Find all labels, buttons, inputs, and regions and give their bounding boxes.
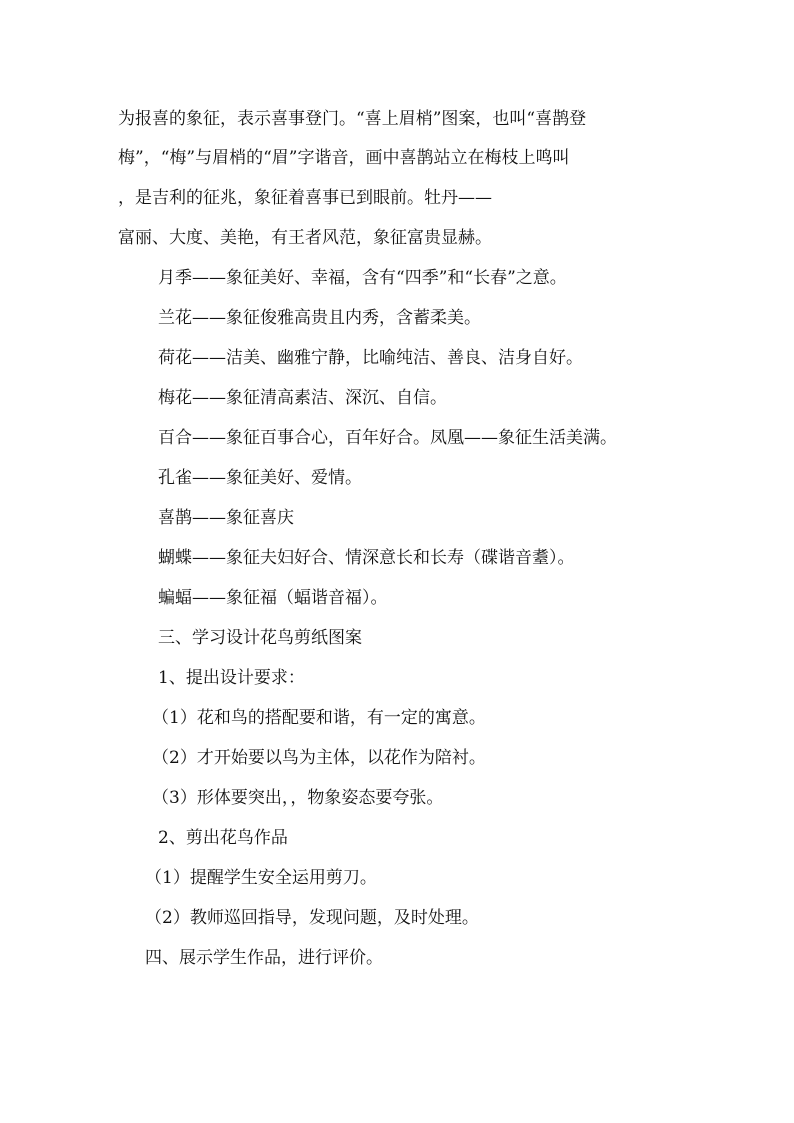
text-line-20: （1）提醒学生安全运用剪刀。 [145, 868, 377, 888]
text-line-21: （2）教师巡回指导，发现问题，及时处理。 [145, 908, 479, 928]
section-heading-3: 三、学习设计花鸟剪纸图案 [158, 628, 362, 648]
text-line-4: 富丽、大度、美艳，有王者风范，象征富贵显赫。 [118, 228, 492, 248]
text-line-13: 蝙蝠——象征福（蝠谐音福）。 [158, 588, 388, 608]
text-line-19: 2、剪出花鸟作品 [158, 828, 288, 848]
text-line-15: 1、提出设计要求： [158, 668, 305, 688]
text-line-7: 荷花——洁美、幽雅宁静，比喻纯洁、善良、洁身自好。 [158, 348, 583, 368]
text-line-5: 月季——象征美好、幸福，含有“四季”和“长春”之意。 [158, 268, 567, 288]
text-line-2: 梅”，“梅”与眉梢的“眉”字谐音，画中喜鹊站立在梅枝上鸣叫 [118, 148, 570, 168]
text-line-11: 喜鹊——象征喜庆 [158, 508, 294, 528]
text-line-10: 孔雀——象征美好、爱情。 [158, 468, 362, 488]
text-line-6: 兰花——象征俊雅高贵且内秀，含蓄柔美。 [158, 308, 481, 328]
text-line-18: （3）形体要突出，，物象姿态要夸张。 [152, 788, 444, 808]
section-heading-4: 四、展示学生作品，进行评价。 [145, 948, 383, 968]
text-line-9: 百合——象征百事合心，百年好合。凤凰——象征生活美满。 [158, 428, 617, 448]
text-line-8: 梅花——象征清高素洁、深沉、自信。 [158, 388, 447, 408]
text-line-12: 蝴蝶——象征夫妇好合、情深意长和长寿（碟谐音耋）。 [158, 548, 575, 568]
text-line-1: 为报喜的象征，表示喜事登门。“喜上眉梢”图案，也叫“喜鹊登 [118, 109, 587, 129]
text-line-17: （2）才开始要以鸟为主体，以花作为陪衬。 [152, 748, 486, 768]
text-line-16: （1）花和鸟的搭配要和谐，有一定的寓意。 [152, 708, 486, 728]
text-line-3: ，是吉利的征兆，象征着喜事已到眼前。牡丹—— [118, 188, 492, 208]
